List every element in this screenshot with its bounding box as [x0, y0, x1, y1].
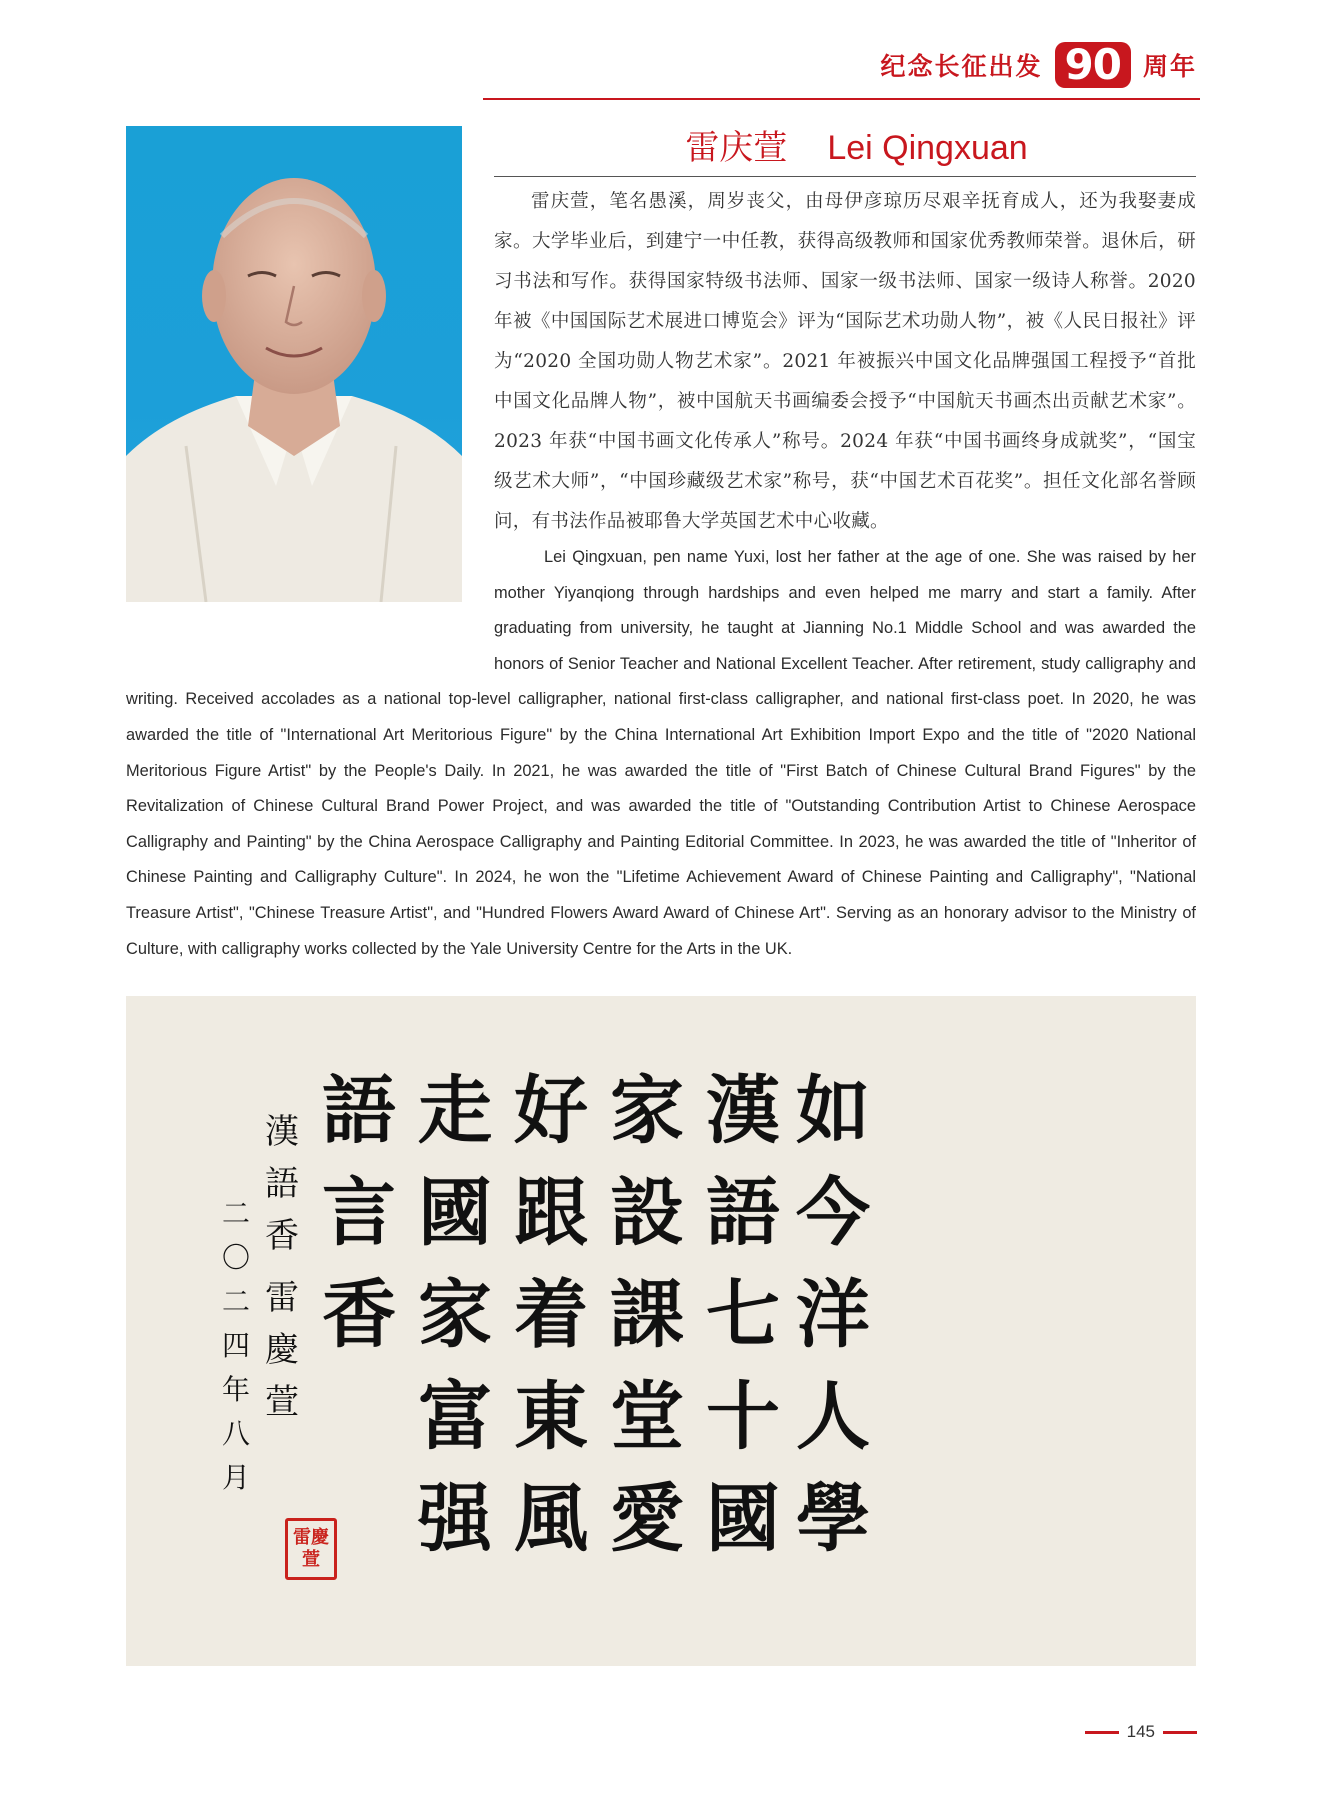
calligraphy-character: 人 — [796, 1374, 870, 1460]
calligraphy-column-5 — [418, 1060, 492, 1570]
page-footer — [1085, 1722, 1197, 1742]
biography-chinese: 雷庆萱，笔名愚溪，周岁丧父，由母伊彦琼历尽艰辛抚育成人，还为我娶妻成家。大学毕业后，到建宁一中任教，获得高级教师和国家优秀教师荣誉。退休后，研习书法和写作。获得国家特级书法师、国家一级书法师、国家一级诗人称誉。2020 年被《中国国际艺术展进口博览会》评为“国际艺术功勋人物”，被《人民日报社》评为“2020 全国功勋人物艺术家”。2021 年被振兴中国文化品牌强国工程授予“首批中国文化品牌人物”，被中国航天书画编委会授予“中国航天书画杰出贡献艺术家”。2023 年获“中国书画文化传承人”称号。2024 年获“中国书画终身成就奖”，“国宝级艺术大师”，“中国珍藏级艺术家”称号，获“中国艺术百花奖”。担任文化部名誉顾问，有书法作品被耶鲁大学英国艺术中心收藏。 — [494, 191, 1196, 532]
calligraphy-artwork — [126, 996, 1196, 1666]
header-text-after: 周年 — [1142, 52, 1197, 81]
artist-name-en: Lei Qingxuan — [827, 129, 1028, 167]
inscription-title-author — [262, 1106, 302, 1428]
header-anniversary-number: 90 — [1055, 42, 1131, 88]
calligraphy-character: 洋 — [796, 1272, 870, 1358]
calligraphy-character: 七 — [706, 1272, 780, 1358]
inscription-title: 漢語香 — [265, 1112, 299, 1256]
calligraphy-character: 設 — [610, 1170, 684, 1256]
biography-english-container — [126, 540, 1196, 967]
calligraphy-character: 如 — [796, 1068, 870, 1154]
artist-name-title — [494, 120, 1219, 169]
calligraphy-character: 漢 — [706, 1068, 780, 1154]
calligraphy-character: 家 — [610, 1068, 684, 1154]
inscription-date: 二〇二四年八月 — [221, 1197, 250, 1494]
calligraphy-character: 語 — [322, 1068, 396, 1154]
page-header — [881, 40, 1197, 90]
calligraphy-character: 國 — [418, 1170, 492, 1256]
calligraphy-column-6 — [322, 1060, 396, 1366]
red-seal-stamp: 雷慶萱 — [285, 1518, 337, 1580]
calligraphy-character: 跟 — [514, 1170, 588, 1256]
header-rule — [483, 98, 1200, 100]
page-number: 145 — [1126, 1722, 1155, 1741]
calligraphy-character: 國 — [706, 1476, 780, 1562]
calligraphy-column-2 — [706, 1060, 780, 1570]
portrait-illustration — [126, 126, 462, 602]
footer-rule-right — [1163, 1731, 1197, 1734]
calligraphy-character: 家 — [418, 1272, 492, 1358]
calligraphy-character: 東 — [514, 1374, 588, 1460]
calligraphy-character: 愛 — [610, 1476, 684, 1562]
footer-rule-left — [1085, 1731, 1119, 1734]
header-text-before: 纪念长征出发 — [880, 52, 1043, 81]
artist-portrait — [126, 126, 462, 602]
calligraphy-character: 好 — [514, 1068, 588, 1154]
inscription-date-column — [216, 1192, 256, 1500]
calligraphy-column-4 — [514, 1060, 588, 1570]
calligraphy-character: 着 — [514, 1272, 588, 1358]
calligraphy-character: 富 — [418, 1374, 492, 1460]
artist-name-cn: 雷庆萱 — [685, 128, 788, 168]
calligraphy-character: 十 — [706, 1374, 780, 1460]
calligraphy-column-1 — [796, 1060, 870, 1570]
calligraphy-character: 言 — [322, 1170, 396, 1256]
calligraphy-character: 課 — [610, 1272, 684, 1358]
calligraphy-character: 香 — [322, 1272, 396, 1358]
calligraphy-character: 强 — [418, 1476, 492, 1562]
calligraphy-character: 今 — [796, 1170, 870, 1256]
biography-english: Lei Qingxuan, pen name Yuxi, lost her father at the age of one. She was raised by her mother Yiyanqiong through hardships and even helped me marry and start a family. After graduating from university, he taught at Jianning No.1 Middle School and was awarded the honors of Senior Teacher and National Excellent Teacher. After retirement, study calligraphy and writing. Received accolades as a national top-level calligrapher, national first-class calligrapher, and national first-class poet. In 2020, he was awarded the title of "International Art Meritorious Figure" by the China International Art Exhibition Import Expo and the title of "2020 National Meritorious Figure Artist" by the People's Daily. In 2021, he was awarded the title of "First Batch of Chinese Cultural Brand Figures" by the Revitalization of Chinese Cultural Brand Power Project, and was awarded the title of "Outstanding Contribution Artist to Chinese Aerospace Calligraphy and Painting" by the China Aerospace Calligraphy and Painting Editorial Committee. In 2023, he was awarded the title of "Inheritor of Chinese Painting and Calligraphy Culture". In 2024, he won the "Lifetime Achievement Award of Chinese Painting and Calligraphy", "National Treasure Artist", "Chinese Treasure Artist", and "Hundred Flowers Award Award of Chinese Art". Serving as an honorary advisor to the Ministry of Culture, with calligraphy works collected by the Yale University Centre for the Arts in the UK. — [126, 548, 1196, 958]
calligraphy-column-3 — [610, 1060, 684, 1570]
portrait-wrap-spacer — [126, 540, 494, 647]
title-rule — [494, 176, 1196, 177]
calligraphy-character: 學 — [796, 1476, 870, 1562]
calligraphy-character: 語 — [706, 1170, 780, 1256]
calligraphy-character: 風 — [514, 1476, 588, 1562]
inscription-author: 雷慶萱 — [265, 1278, 299, 1422]
calligraphy-character: 走 — [418, 1068, 492, 1154]
calligraphy-character: 堂 — [610, 1374, 684, 1460]
